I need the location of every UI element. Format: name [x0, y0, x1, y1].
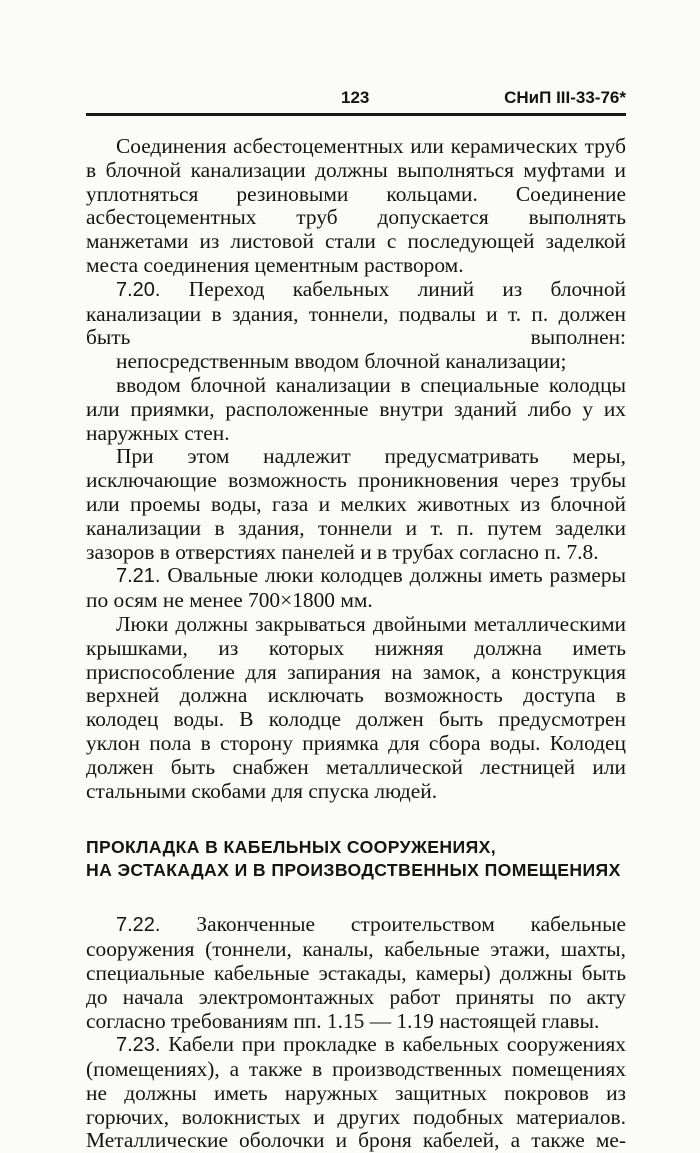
- clause-7-21: [86, 564, 626, 613]
- clause-number: 7.23.: [116, 1034, 161, 1057]
- clause-text: Законченные строительством кабельные сооружения (тоннели, каналы, кабельные этажи, шахты, специальные кабельные эстакады, камеры) должны быть до начала электромонтажных работ приняты по акту согласно требованиям пп. 1.15 — 1.19 настоящей главы.: [86, 912, 626, 1033]
- section-heading-line: НА ЭСТАКАДАХ И В ПРОИЗВОДСТВЕННЫХ ПОМЕЩЕНИЯХ: [86, 860, 621, 881]
- section-heading-line: ПРОКЛАДКА В КАБЕЛЬНЫХ СООРУЖЕНИЯХ,: [86, 837, 497, 858]
- clause-text: Переход кабельных линий из блочной канализации в здания, тоннели, подвалы и т. п. должен быть выполнен:: [86, 276, 627, 350]
- clause-text: Овальные люки колодцев должны иметь размеры по осям не менее 700×1800 мм.: [86, 563, 626, 613]
- clause-7-20: [86, 278, 626, 350]
- body-text: [86, 135, 626, 1153]
- paragraph-hatches: Люки должны закрываться двойными металлическими крышками, из которых нижняя должна иметь приспособление для запирания на замок, а конструкция верхней должна исключать возможность доступа в колодец воды. В колодце должен быть предусмотрен уклон пола в сторону приямка для сбора воды. Колодец должен быть снабжен металлической лестницей или стальными скобами для спуска людей.: [86, 611, 626, 803]
- clause-number: 7.21.: [116, 565, 161, 588]
- header-rule: [86, 113, 626, 116]
- page-number: 123: [341, 88, 370, 107]
- paragraph-protective-measures: При этом надлежит предусматривать меры, исключающие возможность проникновения через трубы или проемы воды, газа и мелких животных из блочной канализации в здания, тоннели и т. п. путем заделки зазоров в отверстиях панелей и в трубах согласно п. 7.8.: [86, 444, 626, 564]
- clause-7-22: [86, 913, 626, 1033]
- section-heading: [86, 836, 626, 882]
- page-header: [86, 86, 626, 112]
- list-item: непосредственным вводом блочной канализации;: [116, 349, 567, 374]
- list-item: вводом блочной канализации в специальные колодцы или приямки, расположенные внутри зданий либо у их наружных стен.: [86, 372, 626, 445]
- clause-text: Кабели при прокладке в кабельных сооружениях (помещениях), а также в производственных помещениях не должны иметь наружных защитных покровов из горючих, волокнистых и других подобных материалов. Металлические оболочки и броня кабелей, а также ме-: [86, 1032, 626, 1153]
- paragraph-pipe-joints: Соединения асбестоцементных или керамических труб в блочной канализации должны выполняться муфтами и уплотняться резиновыми кольцами. Соединение асбестоцементных труб допускается выполнять манжетами из листовой стали с последующей заделкой места соединения цементным раствором.: [86, 134, 626, 277]
- clause-7-23: [86, 1033, 626, 1153]
- document-code: СНиП III-33-76*: [504, 88, 626, 107]
- clause-number: 7.20.: [116, 278, 161, 301]
- clause-number: 7.22.: [116, 914, 161, 937]
